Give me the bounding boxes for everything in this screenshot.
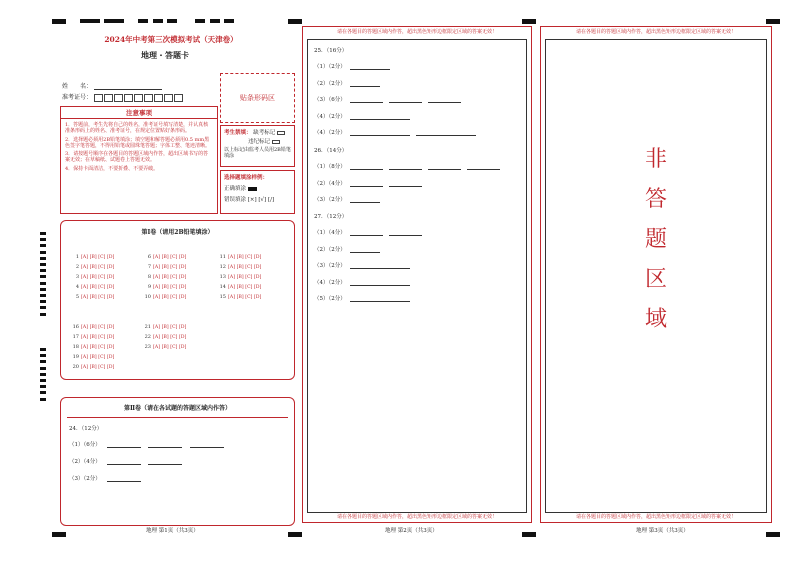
mcq-number: 20 xyxy=(72,364,79,370)
mcq-number: 17 xyxy=(72,334,79,340)
mcq-row xyxy=(69,353,114,372)
mcq-options[interactable]: [A] [B] [C] [D] xyxy=(81,255,115,260)
absent-note: 以上标记由监考人员用2B铅笔填涂 xyxy=(224,147,291,160)
page-3-warning-bottom: 请在各题目的答题区域内作答，超出黑色矩形边框限定区域的答案无效！ xyxy=(575,513,736,520)
id-digit-box[interactable] xyxy=(124,94,133,102)
violation-mark-label: 违纪标记 xyxy=(248,139,271,145)
timing-mark xyxy=(40,348,46,351)
non-answer-area-label xyxy=(546,140,766,340)
notice-item: 2．选择题必须用2B铅笔填涂；填空题和解答题必须用0.5 mm黑色签字笔答题，不得用铅笔或圆珠笔答题；字体工整、笔迹清晰。 xyxy=(65,136,211,149)
notice-box xyxy=(60,106,218,214)
name-field[interactable] xyxy=(94,84,162,90)
mcq-options[interactable]: [A] [B] [C] [D] xyxy=(228,295,262,300)
answer-blank[interactable] xyxy=(428,97,461,103)
part-label: （5）（2分） xyxy=(314,296,346,302)
timing-mark xyxy=(40,306,46,309)
id-row xyxy=(62,92,184,102)
answer-blank[interactable] xyxy=(350,164,383,170)
mcq-row xyxy=(69,283,114,302)
page-3-answer-area xyxy=(545,39,767,513)
mcq-options[interactable]: [A] [B] [C] [D] xyxy=(228,265,262,270)
absent-mark-label: 缺考标记 xyxy=(253,130,276,136)
mcq-number: 16 xyxy=(72,324,79,330)
timing-mark xyxy=(40,269,46,272)
question-label: 27．（12分） xyxy=(314,214,348,220)
absent-mark-box[interactable] xyxy=(277,131,285,135)
mcq-options[interactable]: [A] [B] [C] [D] xyxy=(81,365,115,370)
id-digit-box[interactable] xyxy=(134,94,143,102)
question-part xyxy=(314,112,410,120)
timing-mark xyxy=(40,244,46,247)
q24-1-blank-b[interactable] xyxy=(148,442,182,448)
mcq-options[interactable]: [A] [B] [C] [D] xyxy=(81,345,115,350)
part-label: （3）（2分） xyxy=(314,197,346,203)
mcq-number: 9 xyxy=(147,284,151,290)
mcq-number: 23 xyxy=(144,344,151,350)
wrong-fill-label: 错误填涂 xyxy=(224,197,247,203)
part-label: （1）（4分） xyxy=(314,230,346,236)
q24-2-blank-b[interactable] xyxy=(148,459,182,465)
answer-blank[interactable] xyxy=(350,181,383,187)
question-part xyxy=(314,261,410,269)
mcq-row xyxy=(216,283,261,302)
section-1-box xyxy=(60,220,295,380)
mcq-row xyxy=(141,283,186,302)
timing-mark xyxy=(40,379,46,382)
timing-mark xyxy=(40,398,46,401)
answer-blank[interactable] xyxy=(350,81,380,87)
id-digit-box[interactable] xyxy=(154,94,163,102)
id-digit-box[interactable] xyxy=(104,94,113,102)
question-part xyxy=(314,278,410,286)
part-label: （3）（6分） xyxy=(314,97,346,103)
mcq-options[interactable]: [A] [B] [C] [D] xyxy=(228,255,262,260)
name-label: 姓 名： xyxy=(62,83,93,90)
absent-label: 考生禁填： xyxy=(224,130,252,136)
wrong-fill-marks: [×] [√] [/] xyxy=(247,197,275,203)
notice-list xyxy=(61,119,217,177)
section-2-box xyxy=(60,397,295,526)
absent-box xyxy=(220,125,295,167)
timing-mark xyxy=(40,238,46,241)
answer-blank[interactable] xyxy=(389,181,422,187)
question-part xyxy=(314,228,422,236)
mcq-options[interactable]: [A] [B] [C] [D] xyxy=(228,285,262,290)
answer-blank[interactable] xyxy=(389,230,422,236)
answer-blank[interactable] xyxy=(428,164,461,170)
barcode-label: 贴条形码区 xyxy=(240,94,275,102)
mcq-number: 12 xyxy=(219,264,226,270)
mcq-options[interactable]: [A] [B] [C] [D] xyxy=(153,275,187,280)
mcq-options[interactable]: [A] [B] [C] [D] xyxy=(81,355,115,360)
id-digit-box[interactable] xyxy=(164,94,173,102)
mcq-options[interactable]: [A] [B] [C] [D] xyxy=(81,265,115,270)
question-part xyxy=(314,195,380,203)
id-digit-box[interactable] xyxy=(94,94,103,102)
mcq-number: 21 xyxy=(144,324,151,330)
timing-mark xyxy=(40,294,46,297)
timing-mark xyxy=(40,257,46,260)
mcq-number: 18 xyxy=(72,344,79,350)
correct-fill-label: 正确填涂 xyxy=(224,186,247,192)
mcq-row xyxy=(141,333,186,352)
answer-blank[interactable] xyxy=(389,164,422,170)
non-answer-char: 题 xyxy=(644,227,667,252)
part-label: （2）（4分） xyxy=(314,180,346,187)
mcq-number: 14 xyxy=(219,284,226,290)
q24-3-blank[interactable] xyxy=(107,476,141,482)
q24-1-blank-c[interactable] xyxy=(190,442,224,448)
timing-mark xyxy=(40,367,46,370)
answer-blank[interactable] xyxy=(350,197,380,203)
mcq-options[interactable]: [A] [B] [C] [D] xyxy=(81,325,115,330)
exam-subtitle: 地理・答题卡 xyxy=(141,50,189,60)
answer-blank[interactable] xyxy=(350,97,383,103)
correct-fill-mark xyxy=(248,187,257,191)
part-label: （4）（2分） xyxy=(314,130,346,136)
mcq-number: 22 xyxy=(144,334,151,340)
answer-blank[interactable] xyxy=(350,64,390,70)
id-digit-box[interactable] xyxy=(114,94,123,102)
timing-mark xyxy=(40,385,46,388)
answer-blank[interactable] xyxy=(416,130,476,136)
page-2-answer-area xyxy=(307,39,527,513)
notice-item: 4．保持卡面清洁，不要折叠、不要弄破。 xyxy=(65,165,159,172)
page-3 xyxy=(540,26,772,523)
part-label: （1）（2分） xyxy=(314,64,346,70)
q24-1-label: （1）（6分） xyxy=(69,442,101,448)
question-part xyxy=(314,128,476,136)
page-2-warning-top: 请在各题目的答题区域内作答，超出黑色矩形边框限定区域的答案无效！ xyxy=(336,29,497,35)
question-part xyxy=(314,79,380,87)
answer-blank[interactable] xyxy=(350,130,410,136)
answer-blank[interactable] xyxy=(350,263,410,269)
answer-blank[interactable] xyxy=(350,280,410,286)
mcq-options[interactable]: [A] [B] [C] [D] xyxy=(153,325,187,330)
part-label: （3）（2分） xyxy=(314,263,346,269)
answer-blank[interactable] xyxy=(350,296,410,302)
part-label: （2）（2分） xyxy=(314,246,346,253)
answer-blank[interactable] xyxy=(467,164,500,170)
question-part xyxy=(314,179,422,187)
part-label: （2）（2分） xyxy=(314,80,346,87)
timing-mark xyxy=(40,313,46,316)
page-1 xyxy=(56,28,299,534)
mcq-options[interactable]: [A] [B] [C] [D] xyxy=(228,275,262,280)
mcq-number: 10 xyxy=(144,294,151,300)
non-answer-char: 域 xyxy=(644,307,667,332)
mcq-number: 19 xyxy=(72,354,79,360)
page-3-warning-top: 请在各题目的答题区域内作答，超出黑色矩形边框限定区域的答案无效！ xyxy=(575,29,736,35)
id-label: 准考证号： xyxy=(62,94,93,101)
id-digit-box[interactable] xyxy=(144,94,153,102)
section-2-title: 第Ⅱ卷（请在各试题的答题区域内作答） xyxy=(123,405,232,412)
mcq-number: 13 xyxy=(219,274,226,280)
timing-mark xyxy=(40,300,46,303)
fill-sample-title: 选择题填涂样例： xyxy=(224,175,269,181)
mcq-options[interactable]: [A] [B] [C] [D] xyxy=(153,335,187,340)
page-2-warning-bottom: 请在各题目的答题区域内作答，超出黑色矩形边框限定区域的答案无效！ xyxy=(336,513,497,520)
barcode-area xyxy=(220,73,295,123)
question-part xyxy=(314,62,390,70)
part-label: （1）（8分） xyxy=(314,164,346,170)
q24-1-blank-a[interactable] xyxy=(107,442,141,448)
q24-2-label: （2）（4分） xyxy=(69,459,101,465)
answer-blank[interactable] xyxy=(350,230,383,236)
mcq-options[interactable]: [A] [B] [C] [D] xyxy=(153,295,187,300)
footer-page-2: 地理 第2页（共3页） xyxy=(385,528,438,534)
q24-label: 24．（12分） xyxy=(69,426,103,432)
question-part xyxy=(314,245,380,253)
part-label: （4）（2分） xyxy=(314,279,346,286)
non-answer-char: 区 xyxy=(644,267,667,292)
mcq-options[interactable]: [A] [B] [C] [D] xyxy=(81,275,115,280)
violation-mark-box[interactable] xyxy=(272,140,280,144)
name-row xyxy=(62,81,162,90)
mcq-options[interactable]: [A] [B] [C] [D] xyxy=(153,265,187,270)
notice-item: 1．答题前，考生先将自己的姓名，准考证号填写清楚，并认真核准条形码上的姓名、准考证号，在规定位置贴好条形码。 xyxy=(65,122,209,135)
exam-title: 2024年中考第三次模拟考试（天津卷） xyxy=(104,35,238,44)
mcq-options[interactable]: [A] [B] [C] [D] xyxy=(153,255,187,260)
question-part xyxy=(314,95,461,103)
timing-mark xyxy=(40,282,46,285)
mcq-number: 1 xyxy=(75,254,79,260)
id-boxes[interactable] xyxy=(94,94,184,101)
mcq-number: 7 xyxy=(147,264,151,270)
timing-mark xyxy=(40,360,46,363)
footer-page-3: 地理 第3页（共3页） xyxy=(636,528,689,534)
mcq-options[interactable]: [A] [B] [C] [D] xyxy=(81,295,115,300)
non-answer-char: 非 xyxy=(644,147,667,172)
mcq-options[interactable]: [A] [B] [C] [D] xyxy=(81,285,115,290)
timing-mark xyxy=(40,251,46,254)
timing-mark xyxy=(40,391,46,394)
timing-mark xyxy=(40,288,46,291)
mcq-options[interactable]: [A] [B] [C] [D] xyxy=(153,285,187,290)
mcq-number: 5 xyxy=(75,294,79,300)
mcq-number: 6 xyxy=(147,254,151,260)
question-part xyxy=(314,294,410,302)
answer-blank[interactable] xyxy=(350,247,380,253)
mcq-number: 4 xyxy=(75,284,79,290)
question-label: 25．（16分） xyxy=(314,48,348,54)
mcq-number: 11 xyxy=(219,254,226,260)
mcq-number: 2 xyxy=(75,264,79,270)
mcq-options[interactable]: [A] [B] [C] [D] xyxy=(153,345,187,350)
id-digit-box[interactable] xyxy=(174,94,183,102)
section-1-title: 第Ⅰ卷（请用2B铅笔填涂） xyxy=(141,229,214,236)
notice-title: 注意事项 xyxy=(61,107,217,119)
timing-mark xyxy=(40,232,46,235)
question-label: 26．（14分） xyxy=(314,148,348,154)
mcq-number: 3 xyxy=(75,274,79,280)
timing-mark xyxy=(40,275,46,278)
non-answer-char: 答 xyxy=(644,187,667,212)
mcq-number: 15 xyxy=(219,294,226,300)
timing-mark xyxy=(40,373,46,376)
timing-mark xyxy=(40,263,46,266)
mcq-number: 8 xyxy=(147,274,151,280)
timing-mark xyxy=(40,354,46,357)
answer-blank[interactable] xyxy=(350,114,410,120)
part-label: （4）（2分） xyxy=(314,113,346,120)
q24-2-blank-a[interactable] xyxy=(107,459,141,465)
mcq-options[interactable]: [A] [B] [C] [D] xyxy=(81,335,115,340)
fill-sample-box xyxy=(220,170,295,214)
answer-blank[interactable] xyxy=(389,97,422,103)
q24-3-label: （3）（2分） xyxy=(69,476,101,482)
footer-page-1: 地理 第1页（共3页） xyxy=(146,528,199,534)
question-part xyxy=(314,162,500,170)
page-2 xyxy=(302,26,532,523)
notice-item: 3．请按题号顺序在各题目的答题区域内作答，超出区域书写的答案无效；在草稿纸、试题卷上答题无效。 xyxy=(65,151,209,164)
